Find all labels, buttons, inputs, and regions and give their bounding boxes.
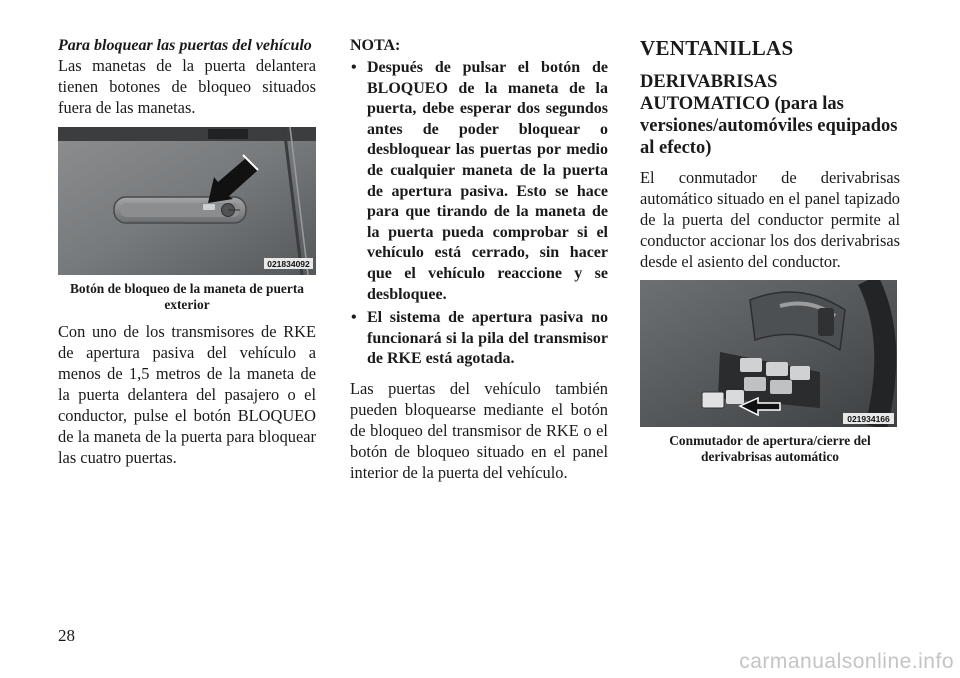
note-list xyxy=(350,58,608,370)
page-number: 28 xyxy=(58,626,75,645)
vent-switch-caption: Conmutador de apertura/cierre del derivabrisas automático xyxy=(669,433,871,464)
section-title: VENTANILLAS xyxy=(640,36,794,60)
watermark: carmanualsonline.info xyxy=(739,650,954,673)
figure-code-2: 021934166 xyxy=(847,414,890,424)
figure-code-1: 021834092 xyxy=(267,259,310,269)
lock-doors-heading: Para bloquear las puertas del vehículo xyxy=(58,37,312,54)
column-right xyxy=(640,36,900,473)
column-left xyxy=(58,36,316,468)
lock-doors-intro: Las manetas de la puerta delantera tienen botones de bloqueo situados fuera de las manetas. xyxy=(58,56,316,117)
door-handle-caption: Botón de bloqueo de la maneta de puerta exterior xyxy=(70,281,304,312)
vent-switch-photo xyxy=(640,280,897,427)
alternate-lock-body: Las puertas del vehículo también pueden bloquearse mediante el botón de bloqueo del transmisor de RKE o el botón de bloqueo situado en el panel interior de la puerta del vehículo. xyxy=(350,378,608,482)
door-handle-photo xyxy=(58,127,316,275)
vent-window-body: El conmutador de derivabrisas automático situado en el panel tapizado de la puerta del conductor permite al conductor accionar los dos derivabrisas desde el asiento del conductor. xyxy=(640,168,900,271)
column-middle xyxy=(350,36,608,483)
note-item: • Después de pulsar el botón de BLOQUEO de la maneta de la puerta, debe esperar dos segundos antes de poder bloquear o desbloquear las puertas por medio de cualquier maneta de la puerta de apertura pasiva. Esto se hace para que tirando de la maneta de la puerta pueda comprobar si el vehículo está cerrado, sin hacer que el vehículo reaccione y se desbloquee. xyxy=(350,58,608,305)
lock-doors-body: Con uno de los transmisores de RKE de apertura pasiva del vehículo a menos de 1,5 metros de la maneta de la puerta delantera del pasajero o el conductor, pulse el botón BLOQUEO de la maneta de la puerta para bloquear las cuatro puertas. xyxy=(58,322,316,467)
note-item: • El sistema de apertura pasiva no funcionará si la pila del transmisor de RKE está agotada. xyxy=(350,308,608,370)
subsection-title: DERIVABRISAS AUTOMATICO (para las versiones/automóviles equipados al efecto) xyxy=(640,72,898,158)
note-label: NOTA: xyxy=(350,37,401,54)
